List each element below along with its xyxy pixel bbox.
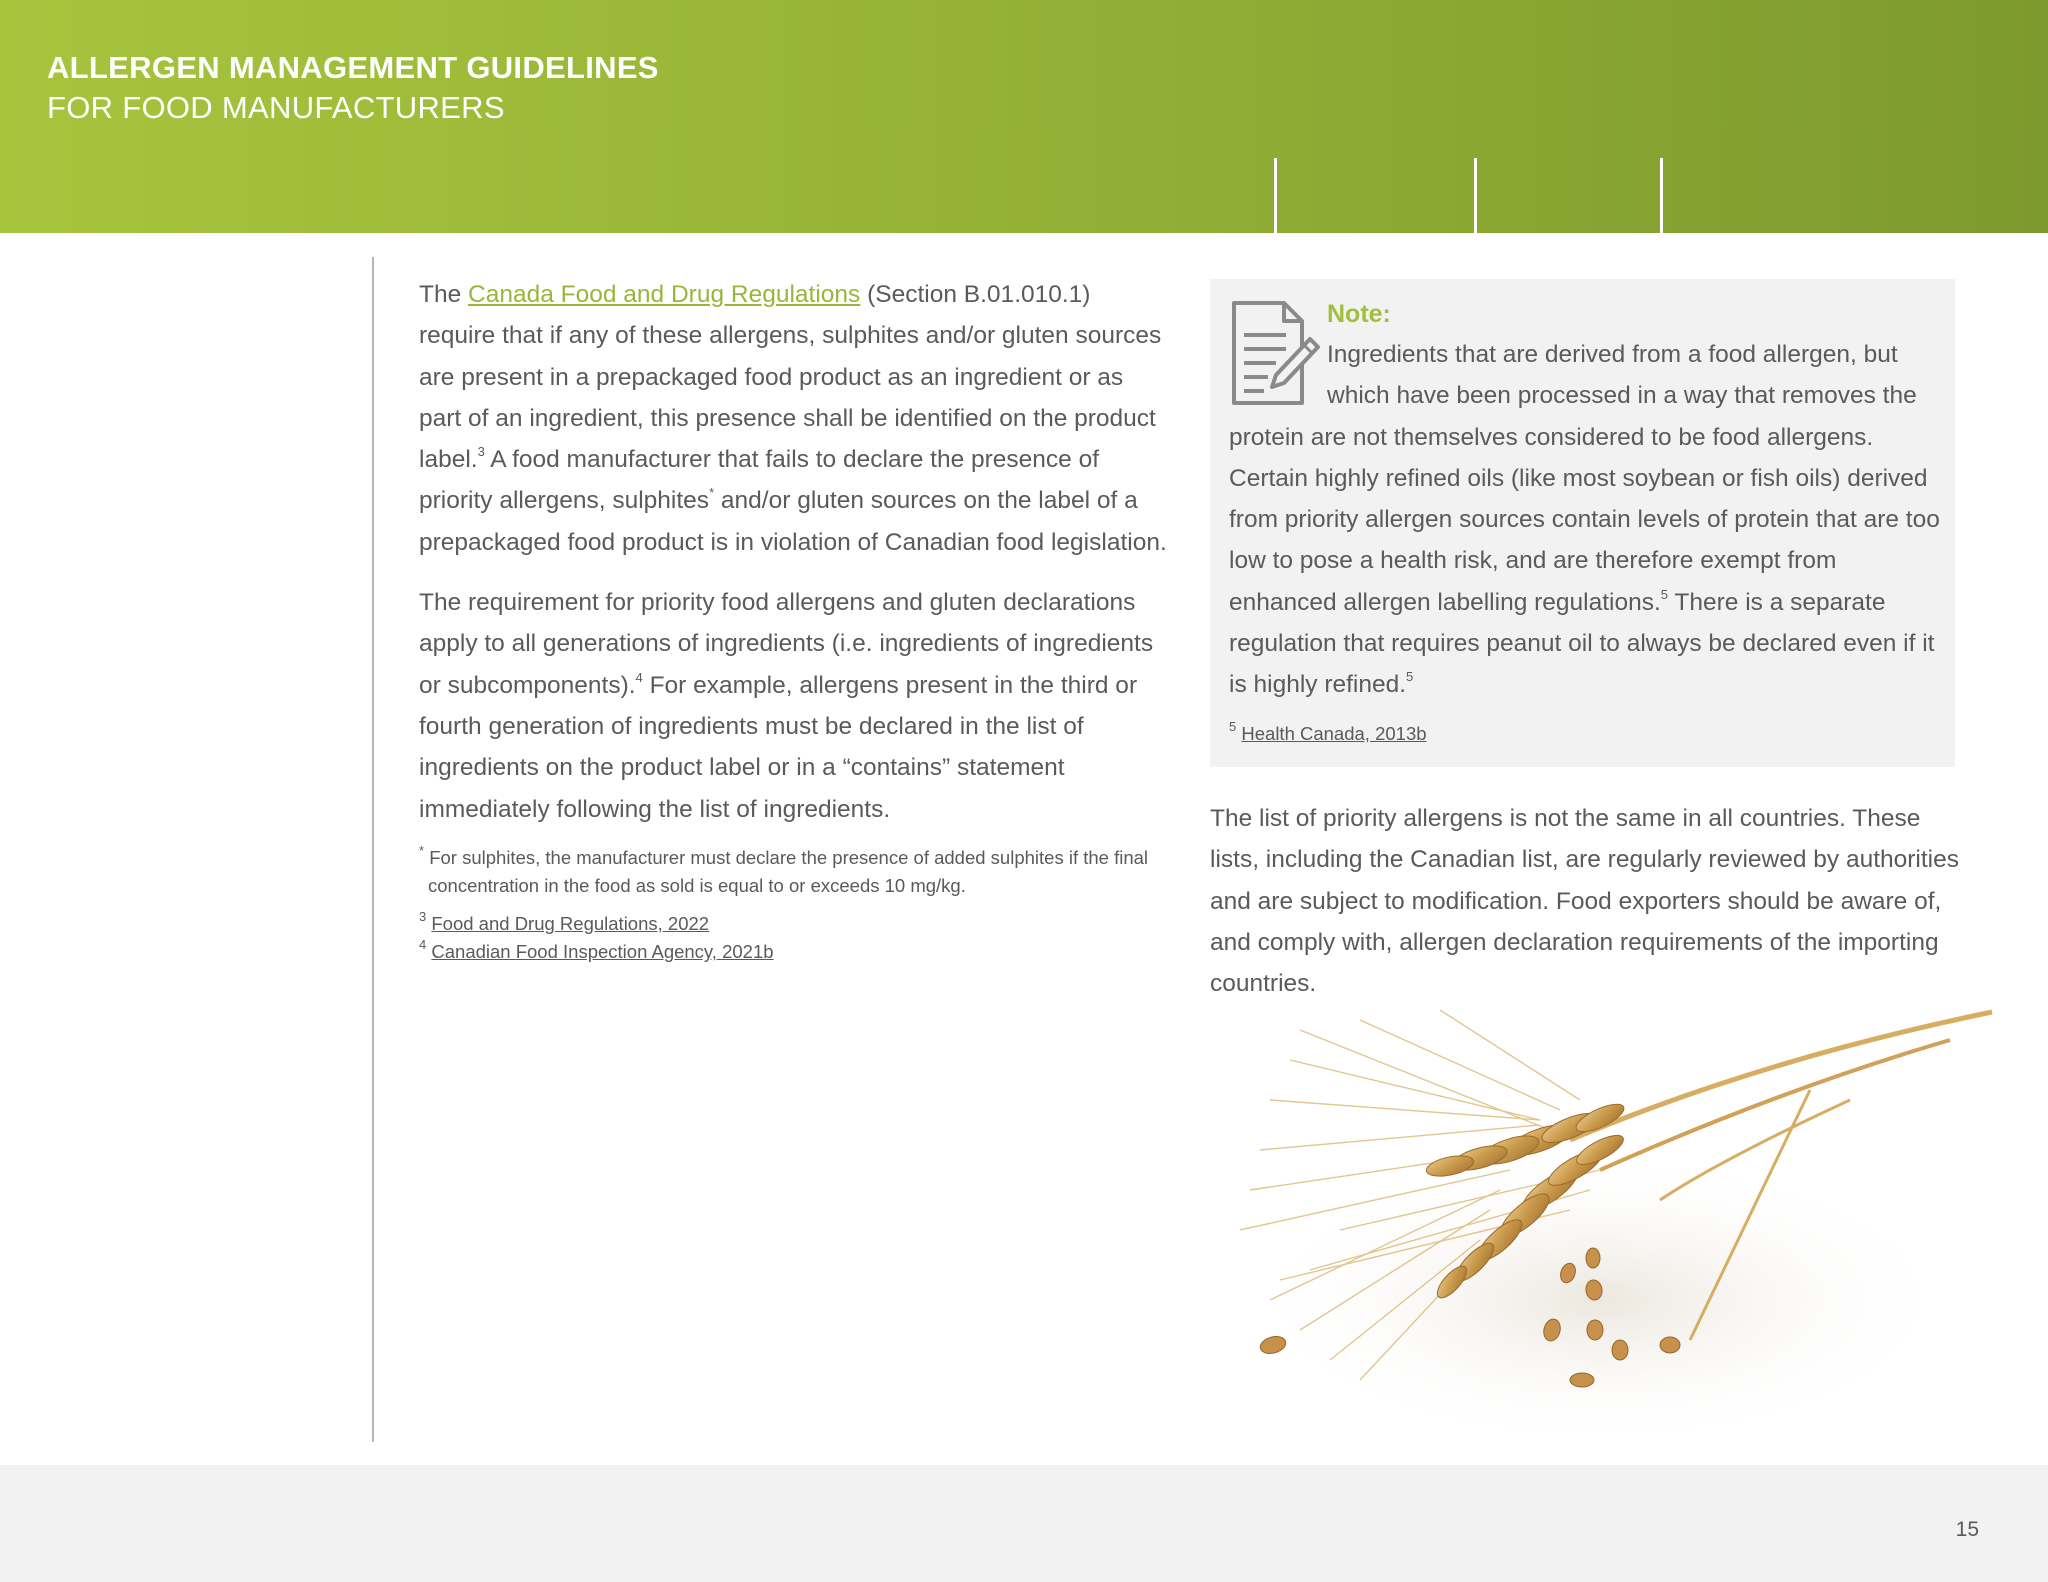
header-divider-1 [1274,158,1277,233]
paragraph-regulations [419,274,1169,563]
note-title: Note: [1327,300,1391,328]
footnote-ref-4: 4 [635,669,643,685]
footnote-ref-5: 5 [1406,669,1414,685]
note-footnote [1229,718,1427,745]
text-segment: and/or gluten sources on the label of a prepackaged food product is in violation of Canadian food legislation. [419,487,1167,556]
text-segment: A food manufacturer that fails to declare the presence of priority allergens, sulphites [419,446,1100,515]
header-divider-3 [1660,158,1663,233]
footnote-sulphites [419,844,1169,901]
footnote-3 [419,910,1169,939]
text-segment: (Section B.01.010.1) require that if any of these allergens, sulphites and/or gluten sources are present in a prepackaged food product as an ingredient or as part of an ingredient, this presence shall be identified on the product label. [419,281,1162,474]
text-segment: Ingredients that are derived from a food allergen, but which have been processed in a way that removes the protein are not themselves considered to be food allergens. Certain highly refined oils (like most soybean or fish oils) derived from priority allergen sources contain levels of protein that are too low to pose a health risk, and are therefore exempt from enhanced allergen labelling regulations. [1229,341,1940,616]
link-food-drug-regulations-2022[interactable]: Food and Drug Regulations, 2022 [431,912,710,934]
text-segment: For example, allergens present in the third or fourth generation of ingredients must be declared in the list of ingredients on the product label or in a “contains” statement immediately following the list of ingredients. [419,671,1138,823]
header-divider-2 [1474,158,1477,233]
footnote-text: For sulphites, the manufacturer must declare the presence of added sulphites if the final concentration in the food as sold is equal to or exceeds 10 mg/kg. [428,846,1149,897]
link-health-canada-2013b[interactable]: Health Canada, 2013b [1241,723,1427,744]
wheat-image [1240,1000,2000,1460]
page-header [0,0,2048,233]
header-title: ALLERGEN MANAGEMENT GUIDELINES [47,50,659,85]
text-segment: The [419,281,469,308]
paragraph-priority-allergens-countries: The list of priority allergens is not the same in all countries. These lists, including the Canadian list, are regularly reviewed by authorities and are subject to modification. Food exporters should be aware of, and comply with, allergen declaration requirements of the importing countries. [1210,805,1959,998]
footnote-ref-3: 3 [477,444,485,460]
left-column [419,274,1169,967]
page-number: 15 [1955,1518,1979,1541]
link-canada-food-drug-regulations[interactable]: Canada Food and Drug Regulations [468,281,861,308]
text-segment: There is a separate regulation that requires peanut oil to always be declared even if it is highly refined. [1229,588,1935,699]
note-text [1229,334,1944,706]
right-column [1210,798,1960,1004]
footnote-mark: 4 [419,937,427,953]
footnote-mark: * [419,842,425,858]
paragraph-generations [419,582,1169,830]
text-segment: The requirement for priority food allergens and gluten declarations apply to all generations of ingredients (i.e. ingredients of ingredients or subcomponents). [419,589,1154,699]
footnote-ref-star: * [709,485,715,501]
header-subtitle: FOR FOOD MANUFACTURERS [47,90,505,125]
footnote-mark: 3 [419,908,427,924]
link-cfia-2021b[interactable]: Canadian Food Inspection Agency, 2021b [431,941,774,963]
footnote-mark: 5 [1229,718,1237,734]
column-divider [372,257,374,1442]
footnote-4 [419,938,1169,967]
page-footer [0,1465,2048,1582]
footnote-ref-5: 5 [1660,586,1669,602]
footnotes [419,844,1169,967]
note-box [1210,279,1955,767]
